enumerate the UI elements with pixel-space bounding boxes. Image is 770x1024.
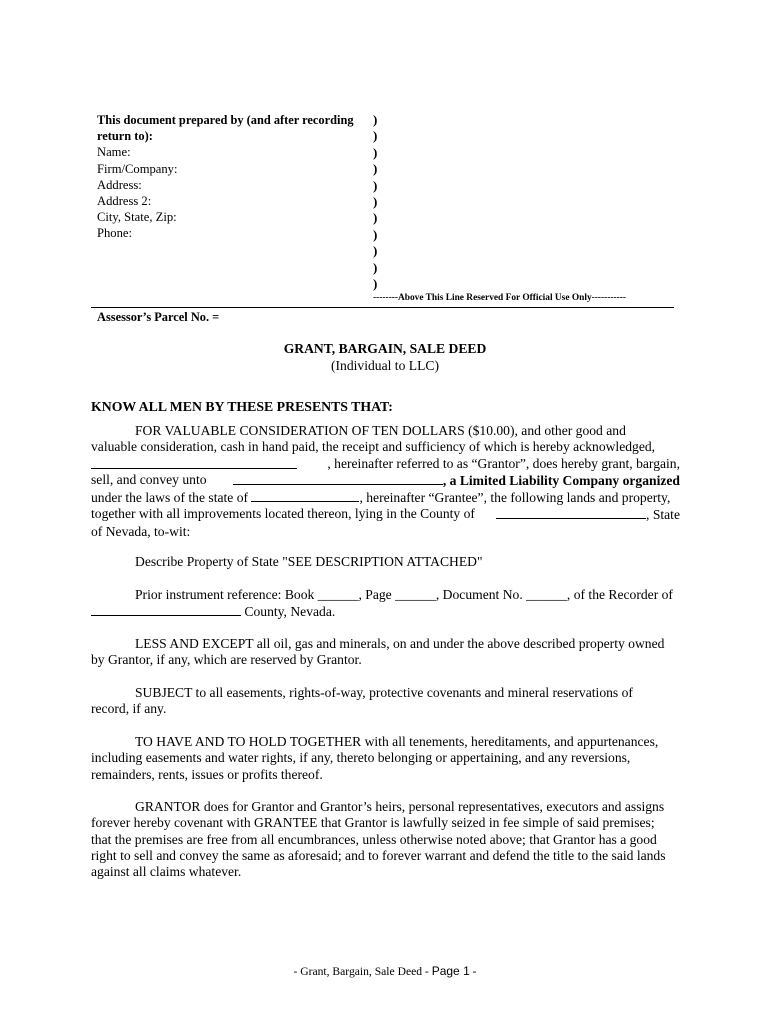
subject-to-paragraph xyxy=(91,685,680,718)
grantee-state-blank[interactable] xyxy=(251,489,359,502)
firm-company-label: Firm/Company: xyxy=(97,161,178,176)
warranty-line: forever hereby covenant with GRANTEE that Grantor is lawfully seized in fee simple of said premises; xyxy=(91,815,655,831)
warranty-line: GRANTOR does for Grantor and Grantor’s heirs, personal representatives, executors and assigns xyxy=(135,799,665,814)
paren: ) xyxy=(373,112,378,127)
paren: ) xyxy=(373,276,378,292)
paren: ) xyxy=(373,128,378,144)
warranty-line: that the premises are free from all encumbrances, unless otherwise noted above; that Grantor has a good xyxy=(91,831,657,847)
describe-property-paragraph xyxy=(91,554,680,570)
footer-tail: - xyxy=(472,965,477,978)
less-and-except-paragraph xyxy=(91,636,680,669)
grantee-name-blank[interactable] xyxy=(233,472,443,485)
warranty-line: right to sell and convey the same as aforesaid; and to forever warrant and defend the title to the said lands xyxy=(91,847,666,863)
document-subtitle: (Individual to LLC) xyxy=(331,358,439,373)
consideration-line: , hereinafter referred to as “Grantor”, does hereby grant, bargain, xyxy=(91,456,680,472)
paren: ) xyxy=(373,177,378,193)
paren: ) xyxy=(373,194,378,210)
document-title: GRANT, BARGAIN, SALE DEED xyxy=(283,341,487,356)
address-label: Address: xyxy=(97,177,142,192)
paren: ) xyxy=(373,259,378,275)
paren: ) xyxy=(373,161,378,177)
habendum-line: including easements and water rights, if any, thereto belonging or appertaining, and any reversions, xyxy=(91,750,631,766)
paren: ) xyxy=(373,226,378,242)
footer-doc-name: - Grant, Bargain, Sale Deed - xyxy=(293,965,429,978)
official-use-divider xyxy=(91,307,674,308)
describe-property-text: Describe Property of State "SEE DESCRIPTION ATTACHED" xyxy=(135,554,483,569)
consideration-line: valuable consideration, cash in hand paid, the receipt and sufficiency of which is hereby acknowledged, xyxy=(91,439,656,455)
prior-instrument-line: Prior instrument reference: Book ______, Page ______, Document No. ______, of the Recorder of xyxy=(135,587,673,602)
prior-instrument-paragraph xyxy=(91,587,680,621)
county-blank[interactable] xyxy=(496,506,646,519)
official-use-note: --------Above This Line Reserved For Official Use Only----------- xyxy=(373,293,626,303)
less-except-line: by Grantor, if any, which are reserved by Grantor. xyxy=(91,652,362,668)
habendum-paragraph xyxy=(91,734,680,783)
subject-line: record, if any. xyxy=(91,701,167,717)
recording-heading-line2: return to): xyxy=(97,129,153,144)
page-footer xyxy=(0,964,770,978)
know-all-heading: KNOW ALL MEN BY THESE PRESENTS THAT: xyxy=(91,399,393,414)
habendum-line: remainders, rents, issues or profits thereof. xyxy=(91,766,323,782)
recording-heading-line1: This document prepared by (and after recording xyxy=(97,113,354,127)
consideration-line: together with all improvements located thereon, lying in the County of , State xyxy=(91,506,680,523)
recorder-county-blank[interactable] xyxy=(91,603,241,616)
consideration-line: of Nevada, to-wit: xyxy=(91,523,191,539)
name-label: Name: xyxy=(97,145,131,160)
city-state-zip-label: City, State, Zip: xyxy=(97,210,177,225)
consideration-line: FOR VALUABLE CONSIDERATION OF TEN DOLLARS ($10.00), and other good and xyxy=(135,423,626,438)
phone-label: Phone: xyxy=(97,226,132,241)
consideration-line: sell, and convey unto , a Limited Liability Company organized xyxy=(91,471,680,488)
page-number: Page 1 xyxy=(431,964,470,978)
less-except-line: LESS AND EXCEPT all oil, gas and minerals, on and under the above described property owned xyxy=(135,636,665,651)
address2-label: Address 2: xyxy=(97,194,152,209)
paren: ) xyxy=(373,210,378,226)
recording-heading xyxy=(97,112,372,144)
grantor-name-blank[interactable] xyxy=(91,456,297,469)
paren: ) xyxy=(373,144,378,160)
paren: ) xyxy=(373,243,378,259)
habendum-line: TO HAVE AND TO HOLD TOGETHER with all tenements, hereditaments, and appurtenances, xyxy=(135,734,659,749)
warranty-line: against all claims whatever. xyxy=(91,864,242,880)
prior-instrument-line: County, Nevada. xyxy=(91,603,680,620)
subject-line: SUBJECT to all easements, rights-of-way, protective covenants and mineral reservations of xyxy=(135,685,633,700)
recording-info-block xyxy=(97,112,372,242)
warranty-paragraph xyxy=(91,799,680,880)
recording-parentheses-column xyxy=(373,112,377,292)
consideration-paragraph xyxy=(91,423,680,540)
consideration-line: under the laws of the state of , hereinafter “Grantee”, the following lands and property, xyxy=(91,490,671,506)
assessor-parcel-number: Assessor’s Parcel No. = xyxy=(97,310,220,324)
